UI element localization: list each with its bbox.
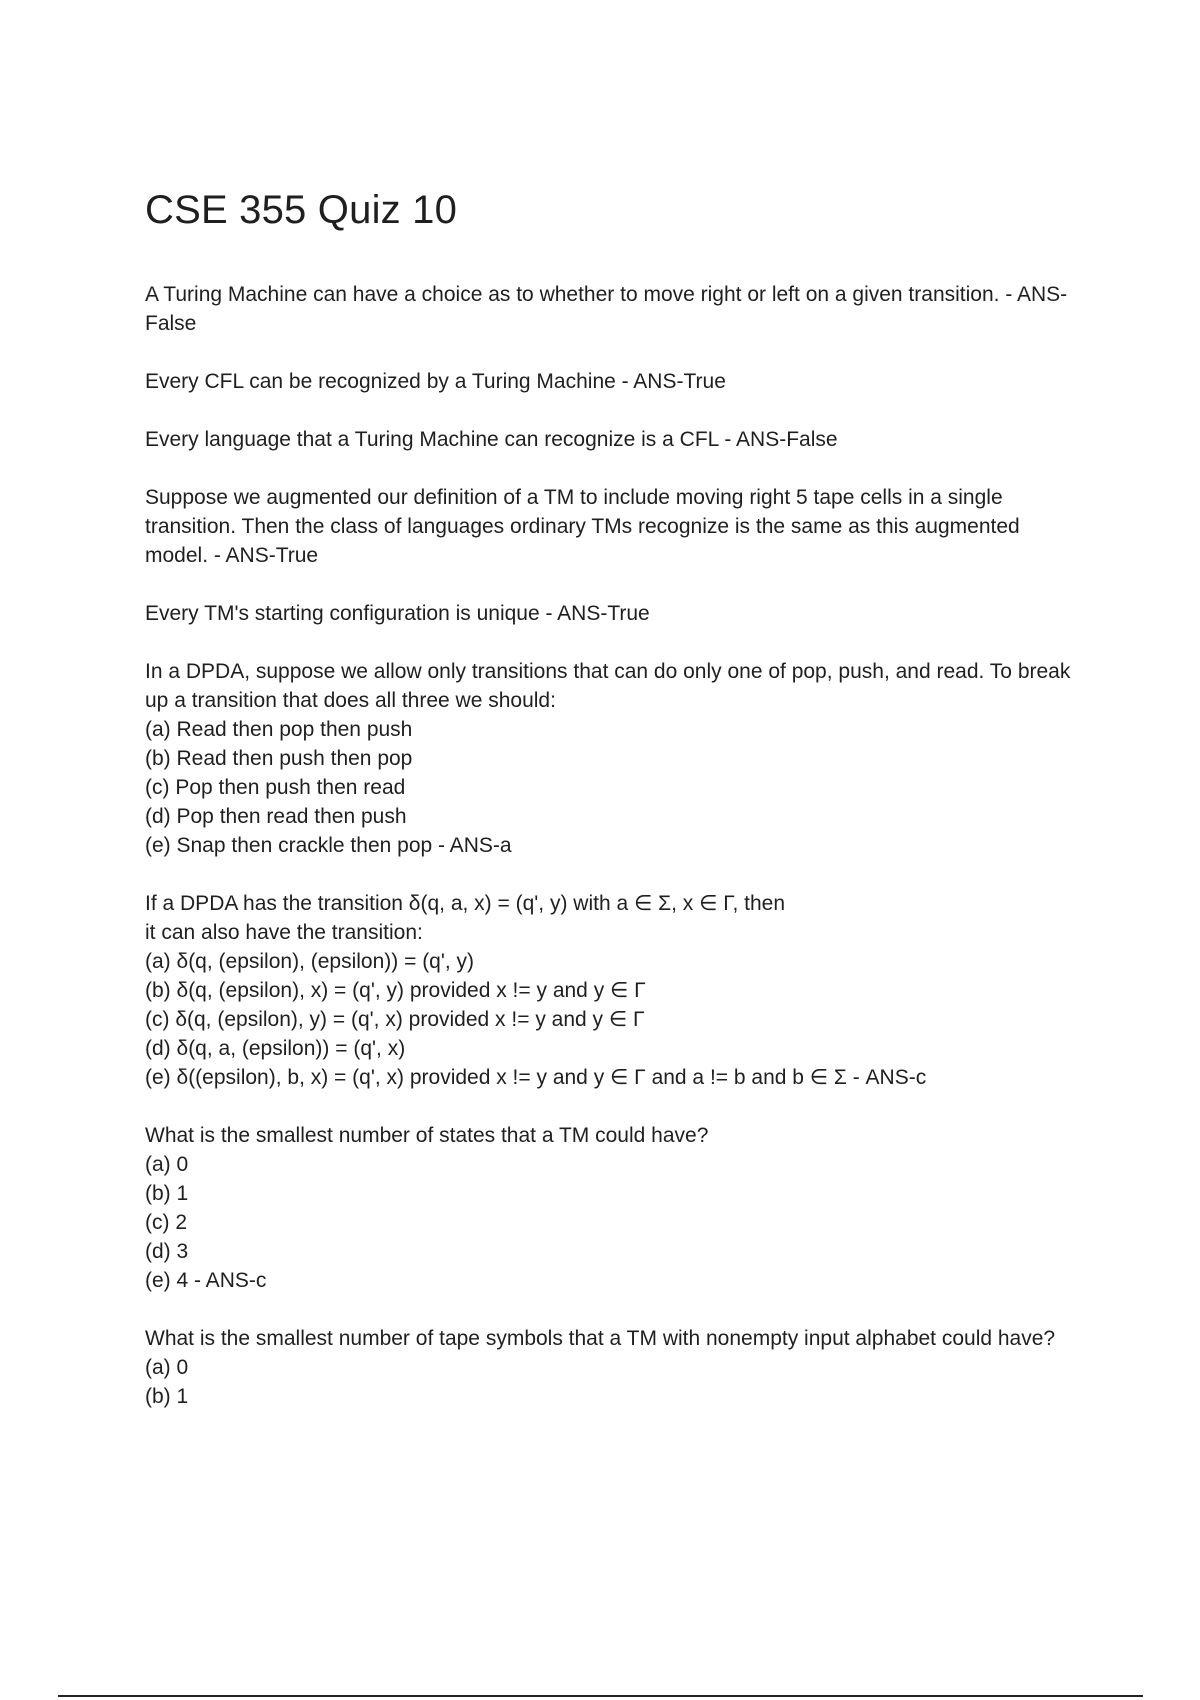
document-title: CSE 355 Quiz 10 (145, 188, 458, 232)
answer-option: (c) 2 (145, 1211, 187, 1234)
qa-item-7 (145, 889, 1080, 1092)
qa-item-3 (145, 425, 1080, 454)
question-text: What is the smallest number of tape symbols that a TM with nonempty input alphabet could have? (145, 1327, 1056, 1350)
answer-option: (d) Pop then read then push (145, 805, 407, 828)
qa-item-1 (145, 280, 1080, 338)
answer-option: (b) Read then push then pop (145, 747, 413, 770)
answer-option: (b) 1 (145, 1385, 189, 1408)
question-text: Suppose we augmented our definition of a TM to include moving right 5 tape cells in a single transition. Then the class of languages ordinary TMs recognize is the same as this augmented model. - ANS-True (145, 486, 1020, 567)
answer-option: (e) δ((epsilon), b, x) = (q', x) provided x != y and y ∈ Γ and a != b and b ∈ Σ - ANS-c (145, 1066, 927, 1089)
answer-option: (e) 4 - ANS-c (145, 1269, 267, 1292)
question-text: If a DPDA has the transition δ(q, a, x) = (q', y) with a ∈ Σ, x ∈ Γ, then (145, 892, 786, 915)
answer-option: (a) 0 (145, 1153, 189, 1176)
answer-option: (b) δ(q, (epsilon), x) = (q', y) provided x != y and y ∈ Γ (145, 979, 646, 1002)
question-text: Every language that a Turing Machine can recognize is a CFL - ANS-False (145, 428, 838, 451)
answer-option: (a) Read then pop then push (145, 718, 413, 741)
answer-option: (a) δ(q, (epsilon), (epsilon)) = (q', y) (145, 950, 475, 973)
answer-option: (e) Snap then crackle then pop - ANS-a (145, 834, 512, 857)
qa-item-8 (145, 1121, 1080, 1295)
qa-item-4 (145, 483, 1080, 570)
question-text: In a DPDA, suppose we allow only transitions that can do only one of pop, push, and read. To break up a transition that does all three we should: (145, 660, 1071, 712)
qa-item-9 (145, 1324, 1080, 1411)
question-text: Every CFL can be recognized by a Turing Machine - ANS-True (145, 370, 726, 393)
question-text: A Turing Machine can have a choice as to whether to move right or left on a given transition. - ANS-False (145, 283, 1068, 335)
qa-item-5 (145, 599, 1080, 628)
qa-item-2 (145, 367, 1080, 396)
page-bottom-rule (58, 1695, 1143, 1697)
answer-option: (c) Pop then push then read (145, 776, 406, 799)
answer-option: (a) 0 (145, 1356, 189, 1379)
answer-option: (c) δ(q, (epsilon), y) = (q', x) provided x != y and y ∈ Γ (145, 1008, 645, 1031)
document-page (145, 186, 1080, 1440)
answer-option: (d) δ(q, a, (epsilon)) = (q', x) (145, 1037, 406, 1060)
answer-option: (d) 3 (145, 1240, 189, 1263)
qa-item-6 (145, 657, 1080, 860)
question-text: What is the smallest number of states that a TM could have? (145, 1124, 709, 1147)
answer-option: (b) 1 (145, 1182, 189, 1205)
question-text: Every TM's starting configuration is unique - ANS-True (145, 602, 650, 625)
question-text-continued: it can also have the transition: (145, 921, 423, 944)
